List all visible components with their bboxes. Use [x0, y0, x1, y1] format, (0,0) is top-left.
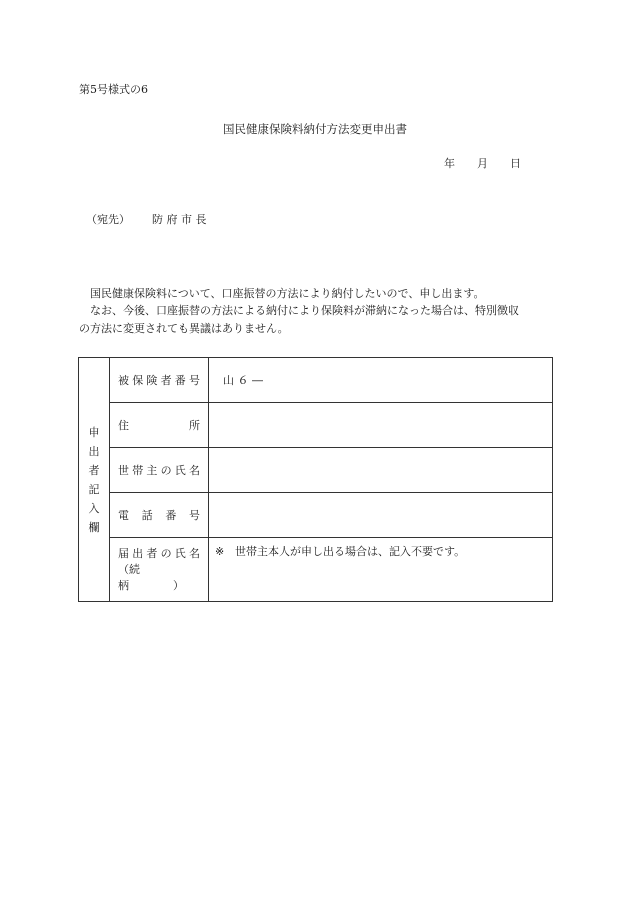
addressee: [86, 211, 210, 227]
notifier-name-label-cell: [110, 538, 209, 602]
phone-label-cell: [110, 493, 209, 538]
date-line: [444, 155, 521, 171]
paragraph-consent-line1: なお、今後、口座振替の方法による納付により保険料が滞納になった場合は、特別徴収: [90, 304, 519, 317]
paragraph-consent-line2: の方法に変更されても異議はありません。: [79, 321, 289, 335]
insured-number-label: 被保険者番号: [118, 374, 200, 387]
document-title: 国民健康保険料納付方法変更申出書: [223, 122, 407, 136]
paragraph-request: [79, 285, 559, 303]
table-row: [79, 538, 553, 602]
addressee-name: 防府市長: [152, 213, 210, 226]
householder-name-label: 世帯主の氏名: [118, 464, 200, 477]
year-label: 年: [444, 157, 455, 170]
householder-name-field[interactable]: [209, 448, 553, 493]
day-label: 日: [510, 157, 521, 170]
table-row: [79, 493, 553, 538]
address-label-cell: [110, 403, 209, 448]
notifier-note: 世帯主本人が申し出る場合は、記入不要です。: [235, 545, 466, 558]
insured-number-label-cell: [110, 358, 209, 403]
side-label: 申出者記入欄: [88, 425, 100, 534]
addressee-label: （宛先）: [86, 213, 130, 226]
applicant-entry-table: [78, 357, 553, 602]
address-label: 住所: [118, 419, 200, 432]
householder-name-label-cell: [110, 448, 209, 493]
notifier-name-label: 届出者の氏名: [118, 546, 200, 560]
insured-number-field[interactable]: 山 ６ ―: [209, 358, 553, 403]
relationship-label-text: （続柄 ）: [118, 562, 184, 592]
paragraph-consent: [79, 302, 559, 337]
phone-label: 電話番号: [118, 509, 200, 522]
month-label: 月: [477, 157, 488, 170]
relationship-label: [118, 562, 200, 594]
address-field[interactable]: [209, 403, 553, 448]
paragraph-request-text: 国民健康保険料について、口座振替の方法により納付したいので、申し出ます。: [90, 287, 485, 300]
table-row: [79, 403, 553, 448]
note-mark: ※: [215, 545, 225, 558]
form-number: 第5号様式の6: [79, 83, 148, 96]
notifier-name-field[interactable]: [209, 538, 553, 602]
table-row: [79, 448, 553, 493]
table-row: [79, 358, 553, 403]
phone-field[interactable]: [209, 493, 553, 538]
side-label-cell: [79, 358, 110, 602]
